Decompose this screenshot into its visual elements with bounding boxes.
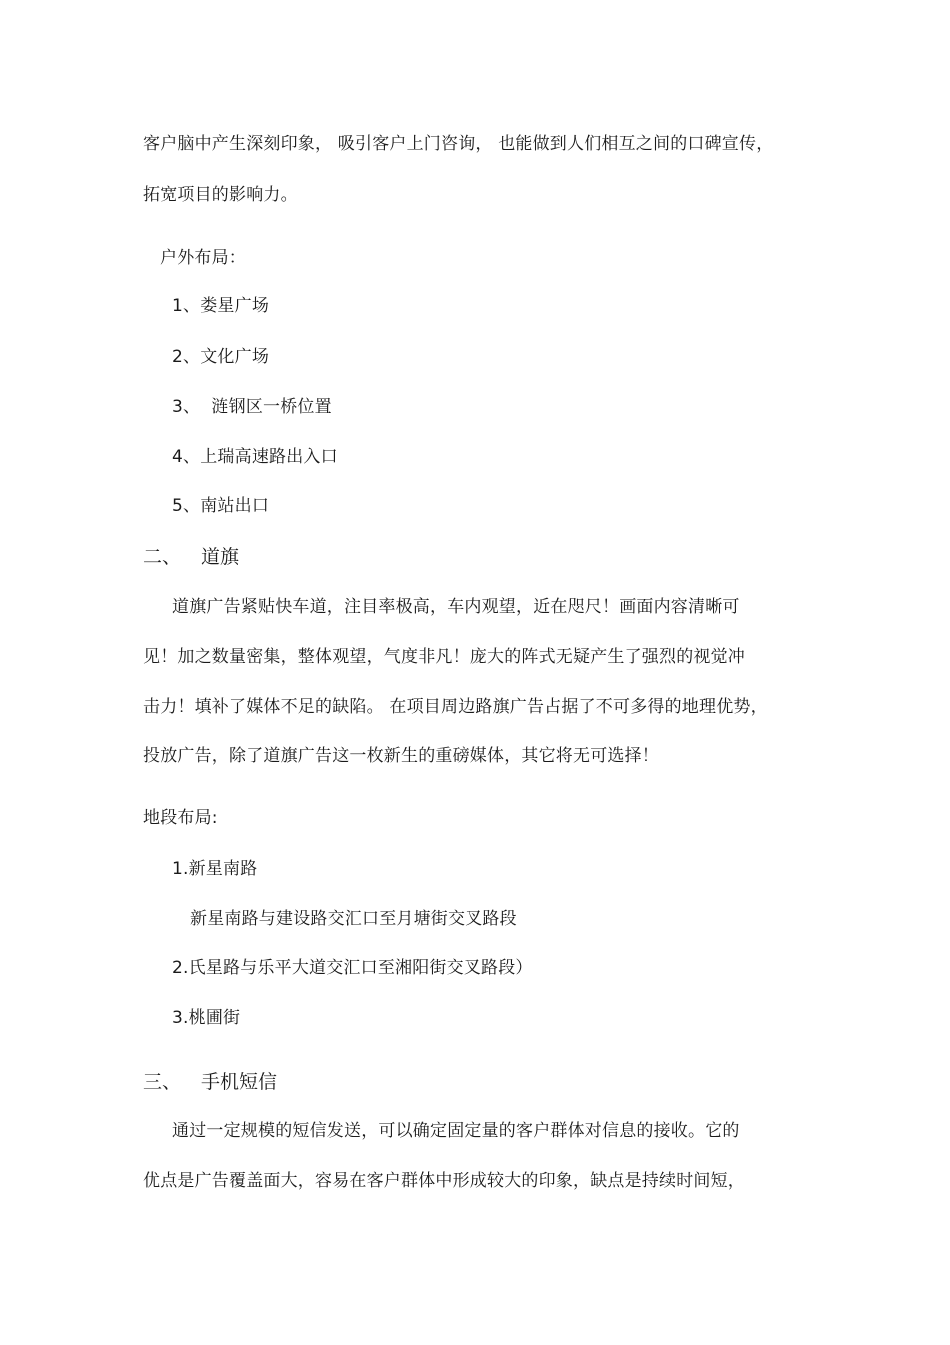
section-3-number: 三、: [143, 1071, 182, 1093]
outdoor-item-1: 1、娄星广场: [172, 296, 270, 316]
section-3-paragraph-line-2: 优点是广告覆盖面大，容易在客户群体中形成较大的印象，缺点是持续时间短，: [143, 1171, 745, 1191]
outdoor-item-3: 3、 涟钢区一桥位置: [172, 397, 332, 417]
outdoor-item-2: 2、文化广场: [172, 347, 270, 367]
section-2-title: 道旗: [201, 546, 240, 568]
section-2-paragraph-line-3: 击力！填补了媒体不足的缺陷。 在项目周边路旗广告占据了不可多得的地理优势，: [143, 697, 768, 717]
section-2-number: 二、: [143, 546, 182, 568]
outdoor-item-5: 5、南站出口: [172, 496, 270, 516]
section-2-heading: [143, 545, 239, 569]
section-2-paragraph-line-4: 投放广告，除了道旗广告这一枚新生的重磅媒体，其它将无可选择！: [143, 746, 659, 766]
section-3-heading: [143, 1070, 277, 1094]
section-2-paragraph-line-1: 道旗广告紧贴快车道，注目率极高，车内观望，近在咫尺！画面内容清晰可: [172, 597, 740, 617]
section-2-layout-item-1: 1.新星南路: [172, 859, 258, 879]
outdoor-layout-title: 户外布局：: [160, 248, 246, 268]
section-2-layout-item-3: 3.桃圃街: [172, 1008, 241, 1028]
intro-line-2: 拓宽项目的影响力。: [143, 185, 298, 205]
section-2-layout-item-2: 2.氏星路与乐平大道交汇口至湘阳街交叉路段）: [172, 958, 533, 978]
section-3-paragraph-line-1: 通过一定规模的短信发送，可以确定固定量的客户群体对信息的接收。它的: [172, 1121, 740, 1141]
intro-line-1: 客户脑中产生深刻印象， 吸引客户上门咨询， 也能做到人们相互之间的口碑宣传，: [143, 134, 774, 154]
outdoor-item-4: 4、上瑞高速路出入口: [172, 447, 338, 467]
section-2-paragraph-line-2: 见！加之数量密集，整体观望，气度非凡！庞大的阵式无疑产生了强烈的视觉冲: [143, 647, 745, 667]
section-3-title: 手机短信: [201, 1071, 278, 1093]
section-2-layout-item-1-detail: 新星南路与建设路交汇口至月塘街交叉路段: [190, 909, 517, 929]
section-2-layout-title: 地段布局:: [143, 808, 218, 828]
